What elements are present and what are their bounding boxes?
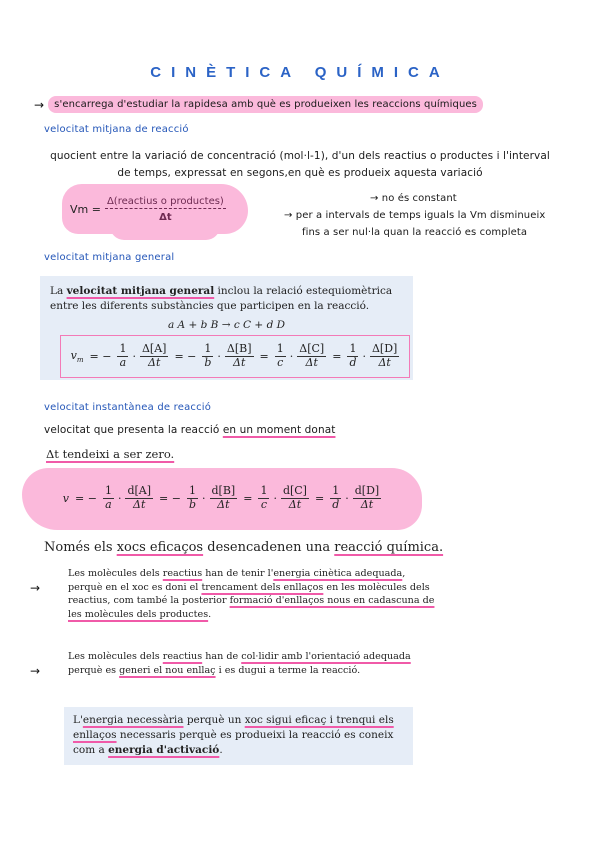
formula-lhs: Vm = bbox=[70, 203, 101, 216]
arrow-right-icon: → bbox=[30, 581, 41, 595]
text: i es dugui a terme la reacció. bbox=[215, 664, 361, 676]
text: . bbox=[219, 744, 223, 756]
formula-lhs: v bbox=[62, 491, 69, 505]
arrow-right-icon: → bbox=[284, 210, 293, 221]
note-text: fins a ser nul·la quan la reacció es completa bbox=[302, 227, 528, 238]
note-item bbox=[270, 190, 590, 207]
condition-paragraph-energy bbox=[68, 567, 438, 621]
text: Les molècules dels bbox=[68, 568, 163, 579]
delta-fraction: $\frac{\Delta[D]}{\Delta t}$ bbox=[371, 342, 398, 369]
note-item bbox=[270, 224, 590, 241]
operator: = − bbox=[89, 350, 112, 363]
definition-line-1: quocient entre la variació de concentració (mol·l-1), d'un dels reactius o productes i l'interval bbox=[50, 150, 550, 162]
general-velocity-formula-frame bbox=[60, 335, 410, 378]
highlighted-term: col·lidir amb l'orientació adequada bbox=[241, 651, 411, 662]
intro-line bbox=[34, 96, 483, 113]
coefficient: $\frac{1}{d}$ bbox=[332, 483, 340, 511]
text: La bbox=[50, 285, 67, 297]
text: han de bbox=[202, 651, 242, 662]
coefficient: $\frac{1}{b}$ bbox=[188, 483, 196, 511]
delta-fraction: $\frac{\Delta[A]}{\Delta t}$ bbox=[141, 342, 167, 369]
limit-text: Δt tendeixi a ser zero. bbox=[46, 447, 175, 461]
activation-energy-paragraph bbox=[73, 713, 407, 758]
operator: = − bbox=[75, 491, 97, 505]
text: han de tenir l' bbox=[202, 568, 274, 579]
formula-lhs: $v_m$ bbox=[70, 348, 84, 365]
text: , perquè en el xoc es doni el bbox=[68, 568, 406, 593]
text: . bbox=[208, 608, 212, 620]
condition-paragraph-orientation bbox=[68, 650, 438, 677]
highlighted-term: reacció química. bbox=[334, 540, 444, 555]
operator: = − bbox=[159, 491, 181, 505]
highlighted-term: generi el nou enllaç bbox=[119, 664, 216, 676]
highlighted-term: en un moment donat bbox=[222, 424, 336, 436]
formula-numerator: Δ(reactius o productes) bbox=[106, 196, 224, 207]
highlighted-term: reactius bbox=[162, 568, 203, 579]
operator: = bbox=[259, 350, 269, 363]
highlighted-term: formació d'enllaços nous en cadascuna de les molècules dels productes bbox=[68, 595, 435, 620]
text: en les molècules dels reactius, com també la posterior bbox=[68, 581, 430, 606]
coefficient: $\frac{1}{a}$ bbox=[119, 342, 127, 369]
intro-text: s'encarrega d'estudiar la rapidesa amb què es produeixen les reaccions químiques bbox=[48, 96, 483, 113]
arrow-right-icon: → bbox=[370, 193, 379, 204]
general-velocity-paragraph bbox=[50, 284, 406, 314]
text: perquè es bbox=[68, 664, 120, 676]
derivative-fraction: $\frac{d[B]}{\Delta t}$ bbox=[211, 483, 236, 511]
text: velocitat que presenta la reacció bbox=[44, 424, 223, 436]
derivative-fraction: $\frac{d[C]}{\Delta t}$ bbox=[282, 483, 307, 511]
text: desencadenen una bbox=[203, 540, 335, 555]
derivative-fraction: $\frac{d[D]}{\Delta t}$ bbox=[354, 483, 380, 511]
section-heading-instant-velocity: velocitat instantànea de reacció bbox=[44, 402, 212, 413]
mean-velocity-formula bbox=[70, 196, 226, 223]
page-title: CINÈTICA QUÍMICA bbox=[150, 64, 450, 81]
text: inclou la relació estequiomètrica entre les diferents substàncies que participen en la reacció. bbox=[50, 285, 393, 312]
mean-velocity-notes bbox=[270, 190, 590, 241]
operator: = bbox=[332, 350, 342, 363]
instant-velocity-definition bbox=[44, 424, 335, 436]
highlighted-term: velocitat mitjana general bbox=[66, 285, 215, 297]
coefficient: $\frac{1}{d}$ bbox=[349, 342, 357, 369]
coefficient: $\frac{1}{c}$ bbox=[276, 342, 284, 369]
note-item bbox=[270, 207, 590, 224]
arrow-right-icon: → bbox=[34, 97, 45, 112]
highlighted-term: xoc sigui eficaç i trenqui els enllaços bbox=[73, 714, 394, 741]
operator: = − bbox=[174, 350, 197, 363]
formula-fraction bbox=[105, 196, 226, 223]
activation-energy-box bbox=[64, 707, 413, 765]
delta-fraction: $\frac{\Delta[B]}{\Delta t}$ bbox=[226, 342, 252, 369]
section-heading-general-velocity: velocitat mitjana general bbox=[44, 252, 175, 263]
highlighted-term: xocs eficaços bbox=[116, 540, 204, 555]
formula-denominator: Δt bbox=[159, 211, 172, 223]
general-velocity-box bbox=[40, 276, 413, 380]
arrow-right-icon: → bbox=[30, 664, 41, 678]
highlighted-term: trencament dels enllaços bbox=[201, 581, 324, 593]
derivative-fraction: $\frac{d[A]}{\Delta t}$ bbox=[127, 483, 152, 511]
delta-fraction: $\frac{\Delta[C]}{\Delta t}$ bbox=[299, 342, 325, 369]
text: Les molècules dels bbox=[68, 651, 163, 662]
operator: = bbox=[314, 491, 325, 505]
highlighted-term: reactius bbox=[162, 651, 203, 662]
coefficient: $\frac{1}{c}$ bbox=[260, 483, 268, 511]
effective-collisions-statement bbox=[44, 540, 443, 555]
highlighted-term: energia d'activació bbox=[108, 744, 220, 756]
reaction-equation: a A + b B → c C + d D bbox=[167, 319, 286, 331]
coefficient: $\frac{1}{b}$ bbox=[204, 342, 212, 369]
definition-line-2: de temps, expressat en segons,en què es produeix aquesta variació bbox=[117, 167, 483, 179]
general-velocity-formula: $v_m$ = − $\frac{1}{a}$ · $\frac{\Delta[A]}{\Delta t}$ = − $\frac{1}{b}$ · $\frac{\Delta[B]}{\Delta t}$ = $\frac{1}{c}$ · $\frac{\Delta[C]}{\Delta t}$ = $\frac{1}{d}$ · $\frac{\Delta[D]}{\Delta t}$ bbox=[70, 342, 398, 369]
text: L' bbox=[73, 714, 83, 726]
highlighted-term: energia necessària bbox=[82, 714, 184, 726]
text: Només els bbox=[44, 540, 117, 555]
operator: = bbox=[243, 491, 253, 505]
note-text: no és constant bbox=[381, 193, 457, 204]
highlighted-term: energia cinètica adequada bbox=[273, 568, 403, 579]
note-text: per a intervals de temps iguals la Vm disminueix bbox=[295, 210, 546, 221]
coefficient: $\frac{1}{a}$ bbox=[104, 483, 112, 511]
instant-velocity-formula: v = − $\frac{1}{a}$ · $\frac{d[A]}{\Delta t}$ = − $\frac{1}{b}$ · $\frac{d[B]}{\Delta t}$ = $\frac{1}{c}$ · $\frac{d[C]}{\Delta t}$ = $\frac{1}{d}$ · $\frac{d[D]}{\Delta t}$ bbox=[62, 483, 380, 511]
text: perquè un bbox=[183, 714, 245, 726]
section-heading-mean-velocity: velocitat mitjana de reacció bbox=[44, 124, 189, 135]
text: necessaris perquè es produeixi la reacció es coneix com a bbox=[73, 729, 394, 756]
mean-velocity-definition bbox=[0, 148, 600, 182]
